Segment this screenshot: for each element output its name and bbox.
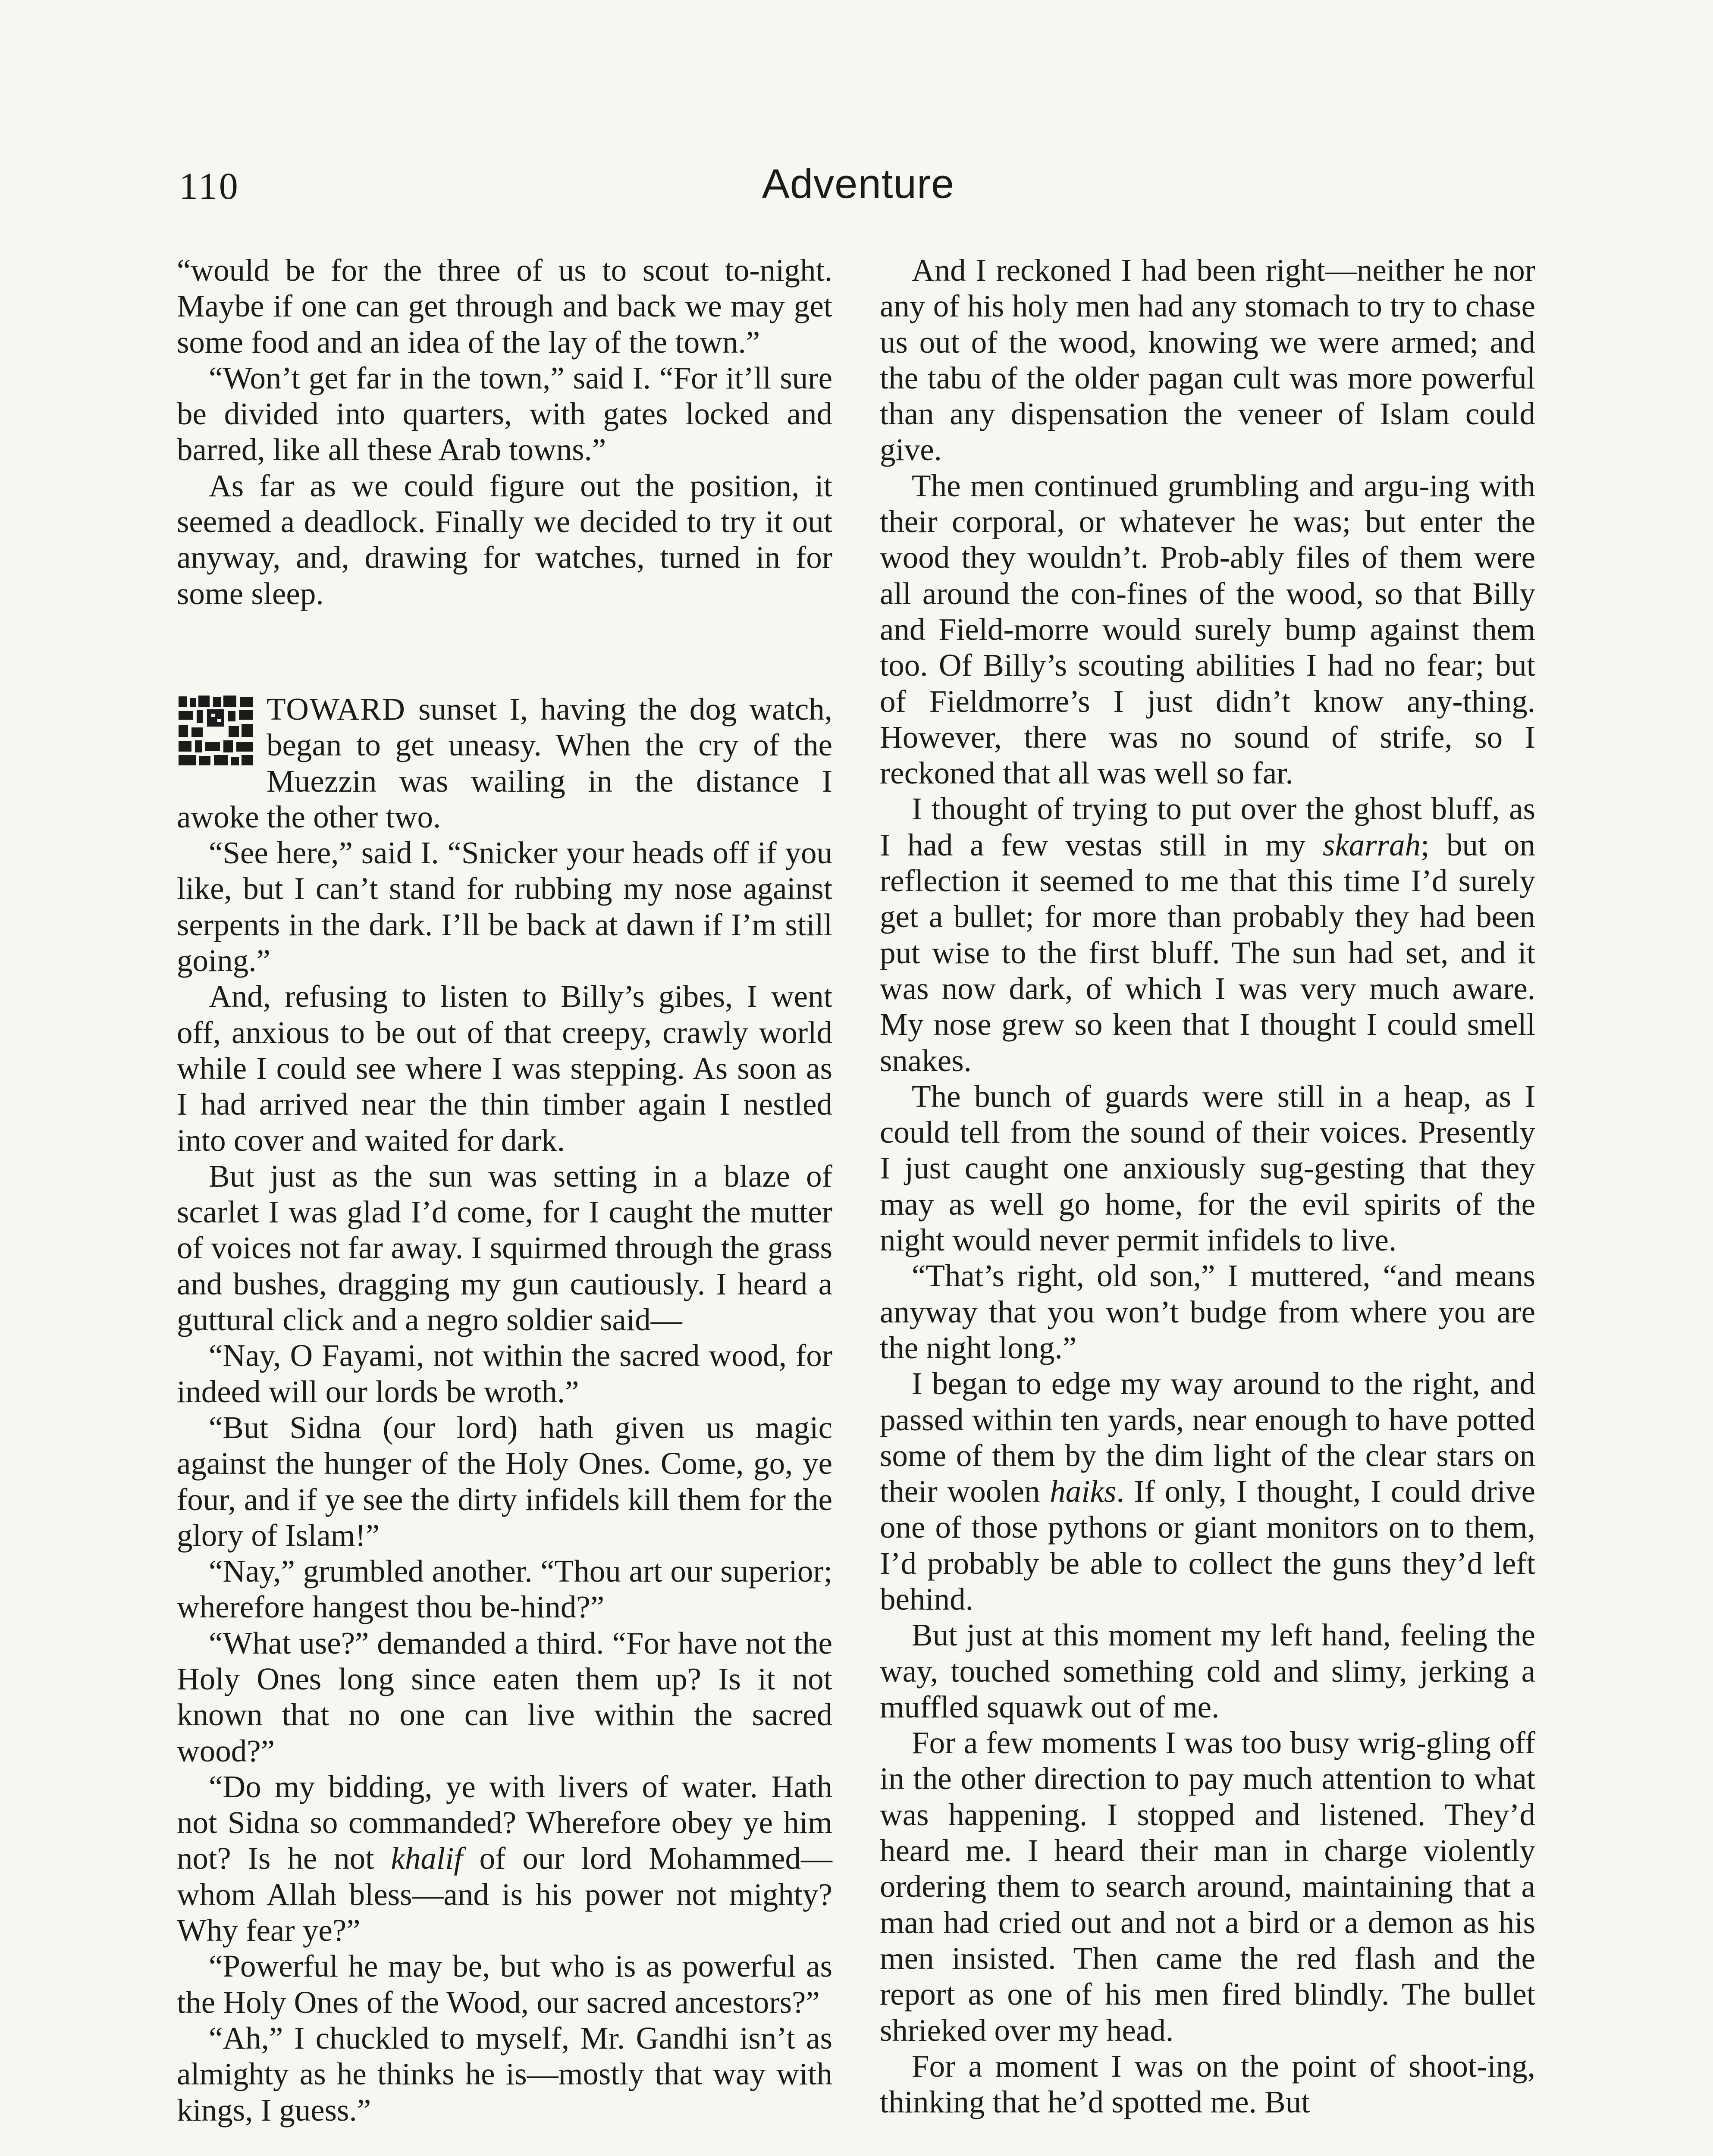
right-column [880,252,1535,2120]
paragraph: “Powerful he may be, but who is as powerful as the Holy Ones of the Wood, our sacred ancestors?” [177,1949,832,2020]
paragraph [880,791,1535,1078]
paragraph: The bunch of guards were still in a heap, as I could tell from the sound of their voices. Presently I just caught one anxiously sug-gesting that they may as well go home, for the evil spirits of the night would never permit infidels to live. [880,1078,1535,1258]
paragraph: And, refusing to listen to Billy’s gibes, I went off, anxious to be out of that creepy, crawly world while I could see where I was stepping. As soon as I had arrived near the thin timber again I nestled into cover and waited for dark. [177,979,832,1158]
paragraph-text: I began to edge my way around to the right, and passed within ten yards, near enough to have potted some of them by the dim light of the clear stars on their woolen [880,1366,1535,1509]
paragraph: The men continued grumbling and argu-ing with their corporal, or whatever he was; but enter the wood they wouldn’t. Prob-ably files of them were all around the con-fines of the wood, so that Billy and Field-morre would surely bump against them too. Of Billy’s scouting abilities I had no fear; but of Fieldmorre’s I just didn’t know any-thing. However, there was no sound of strife, so I reckoned that all was well so far. [880,468,1535,791]
paragraph-text: ; but on reflection it seemed to me that this time I’d surely get a bullet; for more than probably they had been put wise to the first bluff. The sun had set, and it was now dark, of which I was very much aware. My nose grew so keen that I thought I could smell snakes. [880,827,1535,1078]
paragraph-text: . If only, I thought, I could drive one of those pythons or giant monitors on to them, I’d probably be able to collect the guns they’d left behind. [880,1474,1535,1617]
paragraph-text: of our lord Mohammed—whom Allah bless—and is his power not mighty? Why fear ye?” [177,1841,832,1948]
italic-term: skarrah [1322,827,1421,862]
paragraph: “Nay, O Fayami, not within the sacred wood, for indeed will our lords be wroth.” [177,1338,832,1409]
paragraph [177,1769,832,1948]
paragraph: “But Sidna (our lord) hath given us magic against the hunger of the Holy Ones. Come, go, ye four, and if ye see the dirty infidels kill them for the glory of Islam!” [177,1410,832,1553]
running-title: Adventure [762,161,955,207]
paragraph: But just at this moment my left hand, feeling the way, touched something cold and slimy, jerking a muffled squawk out of me. [880,1617,1535,1724]
paragraph: And I reckoned I had been right—neither he nor any of his holy men had any stomach to try to chase us out of the wood, knowing we were armed; and the tabu of the older pagan cult was more powerful than any dispensation the veneer of Islam could give. [880,253,1535,467]
paragraph-text: “Do my bidding, ye with livers of water. Hath not Sidna so commanded? Wherefore obey ye him not? Is he not [177,1769,832,1876]
italic-term: haiks [1050,1474,1117,1509]
section-lead-word: TOWARD [267,691,406,727]
paragraph [880,1366,1535,1617]
paragraph: For a moment I was on the point of shoot-ing, thinking that he’d spotted me. But [880,2048,1535,2120]
paragraph-text: I thought of trying to put over the ghost bluff, as I had a few vestas still in my [880,791,1535,862]
paragraph-text: sunset I, having the dog watch, began to get uneasy. When the cry of the Muezzin was wailing in the distance I awoke the other two. [177,691,832,834]
page-header [179,160,1537,225]
section-opening-paragraph [177,691,832,835]
paragraph: “Won’t get far in the town,” said I. “For it’ll sure be divided into quarters, with gates locked and barred, like all these Arab towns.” [177,360,832,467]
paragraph: “That’s right, old son,” I muttered, “and means anyway that you won’t budge from where you are the night long.” [880,1258,1535,1365]
paragraph: “would be for the three of us to scout to-night. Maybe if one can get through and back we may get some food and an idea of the lay of the town.” [177,253,832,360]
paragraph: “Nay,” grumbled another. “Thou art our superior; wherefore hangest thou be-hind?” [177,1554,832,1625]
paragraph: But just as the sun was setting in a blaze of scarlet I was glad I’d come, for I caught the mutter of voices not far away. I squirmed through the grass and bushes, dragging my gun cautiously. I heard a guttural click and a negro soldier said— [177,1158,832,1338]
paragraph: For a few moments I was too busy wrig-gling off in the other direction to pay much attention to what was happening. I stopped and listened. They’d heard me. I heard their man in charge violently ordering them to search around, maintaining that a man had cried out and not a bird or a demon as his men insisted. Then came the red flash and the report as one of his men fired blindly. The bullet shrieked over my head. [880,1725,1535,2048]
paragraph: “See here,” said I. “Snicker your heads off if you like, but I can’t stand for rubbing my nose against serpents in the dark. I’ll be back at dawn if I’m still going.” [177,835,832,978]
page-number: 110 [179,166,240,207]
paragraph: “What use?” demanded a third. “For have not the Holy Ones long since eaten them up? Is it not known that no one can live within the sacred wood?” [177,1625,832,1768]
paragraph: “Ah,” I chuckled to myself, Mr. Gandhi isn’t as almighty as he thinks he is—mostly that way with kings, I guess.” [177,2020,832,2128]
italic-term: khalif [391,1841,463,1876]
left-column [177,252,832,2128]
section-break-ornament-icon [177,694,254,767]
paragraph: As far as we could figure out the position, it seemed a deadlock. Finally we decided to try it out anyway, and, drawing for watches, turned in for some sleep. [177,468,832,611]
